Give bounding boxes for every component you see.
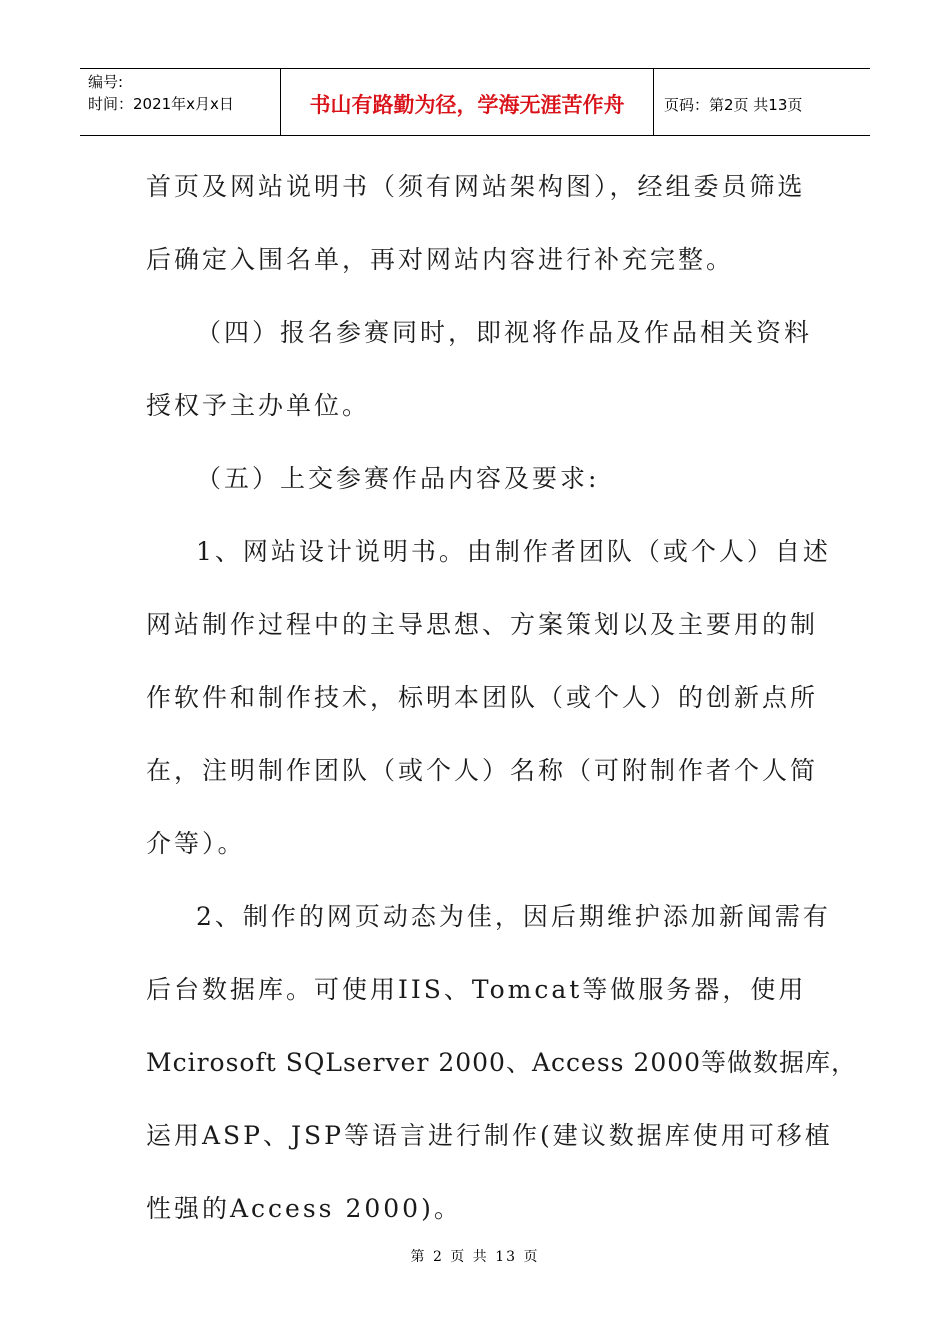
body-line: 在，注明制作团队（或个人）名称（可附制作者个人简: [146, 756, 819, 785]
body-line: 网站制作过程中的主导思想、方案策划以及主要用的制: [146, 610, 819, 639]
body-line: 1、网站设计说明书。由制作者团队（或个人）自述: [196, 537, 831, 566]
body-line: 介等）。: [146, 829, 246, 858]
body-line: 2、制作的网页动态为佳，因后期维护添加新闻需有: [196, 902, 831, 931]
header-page-cell: [654, 69, 870, 135]
body-line: （五）上交参赛作品内容及要求:: [196, 464, 600, 493]
page-header: [80, 68, 870, 136]
body-line: 性强的Access 2000)。: [146, 1194, 462, 1223]
body-line: （四）报名参赛同时，即视将作品及作品相关资料: [196, 318, 813, 347]
document-number-label: 编号:: [88, 73, 124, 91]
body-line: 后确定入围名单，再对网站内容进行补充完整。: [146, 245, 735, 274]
body-line: 运用ASP、JSP等语言进行制作(建议数据库使用可移植: [146, 1121, 833, 1150]
header-motto-cell: [281, 69, 654, 135]
document-body: [146, 150, 858, 1245]
page-footer: 第 2 页 共 13 页: [410, 1249, 540, 1265]
body-line: 作软件和制作技术，标明本团队（或个人）的创新点所: [146, 683, 819, 712]
header-motto: 书山有路勤为径，学海无涯苦作舟: [309, 93, 625, 117]
header-meta-cell: [80, 69, 281, 135]
header-page-number: 页码：第2页 共13页: [664, 95, 803, 114]
document-time-label: 时间：2021年x月x日: [88, 95, 234, 113]
body-line: 首页及网站说明书（须有网站架构图），经组委员筛选: [146, 172, 806, 201]
body-line: 后台数据库。可使用IIS、Tomcat等做服务器，使用: [146, 975, 807, 1004]
body-line: Mcirosoft SQLserver 2000、Access 2000等做数据库，: [146, 1048, 858, 1077]
body-line: 授权予主办单位。: [146, 391, 371, 420]
